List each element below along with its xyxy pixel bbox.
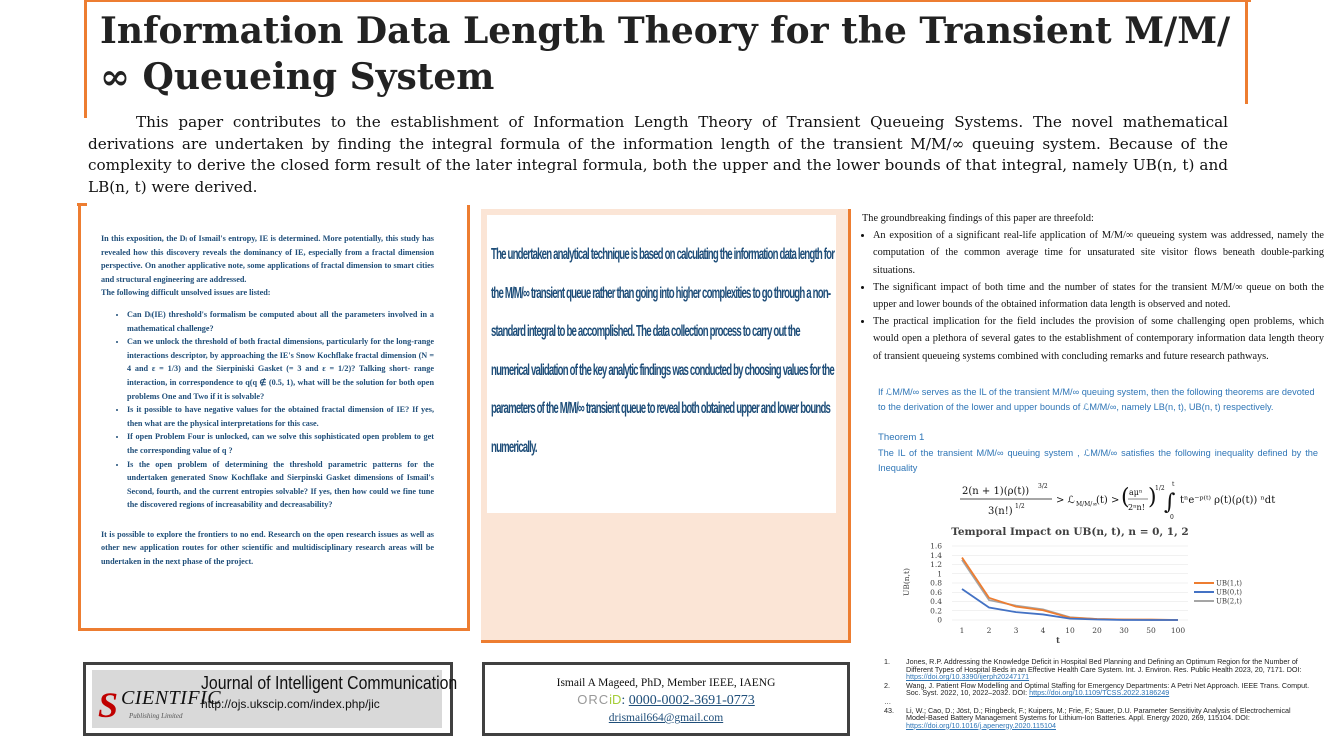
references: [884, 658, 1314, 730]
chart-y-tick-label: 0.6: [930, 587, 942, 597]
open-problem-item: • Is the open problem of determining the threshold parametric patterns for the undertaken generated Snow Kochflake and Sierpinski Gasket dimensions of Ismail's Second, fourth, and the current entropies solvable? If yes, then how could we fine tune the discovered regions of increasability and decreasability?: [127, 458, 434, 512]
theorem-title: Theorem 1: [878, 432, 925, 443]
eq-denominator: 3(n!): [988, 506, 1013, 517]
author-email-link[interactable]: drismail664@gmail.com: [608, 712, 724, 724]
open-problems-heading: The following difficult unsolved issues are listed:: [101, 288, 271, 298]
eq-gt-1: > ℒ: [1056, 495, 1075, 506]
eq-subscript: M/M/∞: [1076, 501, 1098, 508]
chart-y-tick-label: 0.2: [930, 606, 942, 616]
chart-y-tick-label: 0.8: [930, 578, 942, 588]
eq-lower-limit: 0: [1170, 514, 1174, 521]
reference-number: …: [884, 696, 892, 706]
abstract: [88, 112, 1228, 198]
chart-x-tick-label: 1: [959, 626, 965, 635]
open-problems-list: [101, 308, 434, 512]
eq-paren-close: ): [1148, 485, 1157, 510]
reference-text: Jones, R.P. Addressing the Knowledge Deficit in Hospital Bed Planning and Defining an Optimum Region for the Number of Different Types of Hospital Beds in an Effective Health Care System. Int. J. Environ. Res. Public Health 2023, 20, 7171. DOI:: [906, 657, 1302, 674]
reference-doi-link[interactable]: https://doi.org/10.1109/TCSS.2022.3186249: [1029, 688, 1170, 698]
reference-number: 2.: [884, 680, 890, 690]
theorem-inequality: [958, 478, 1288, 520]
chart-y-label: UB(n,t): [902, 568, 911, 596]
reference-item: [884, 707, 1314, 730]
eq-gt-2: (t) >: [1096, 495, 1120, 506]
chart-grid: [952, 546, 1188, 620]
publisher-logo-letter: S: [98, 685, 119, 725]
eq-integrand: tⁿe⁻ᵖ⁽ᵗ⁾ ρ(t)(ρ(t)) ⁿdt: [1180, 495, 1276, 506]
chart-title: Temporal Impact on UB(n, t), n = 0, 1, 2: [951, 526, 1189, 538]
open-problem-item: • Is it possible to have negative values for the obtained fractal dimension of IE? If yes, then what are the physical interpretations for this case.: [127, 403, 434, 430]
eq-exp-half: 1/2: [1155, 485, 1165, 492]
eq-exp-1-2: 1/2: [1015, 503, 1025, 510]
chart-legend-label: UB(1,t): [1216, 579, 1242, 588]
open-problem-item: • Can Dₗ(IE) threshold's formalism be computed about all the parameters involved in a mathematical challenge?: [127, 308, 434, 335]
finding-item: • The practical implication for the field includes the provision of some challenging open problems, which would open a plethora of several gates to the establishment of contemporary information data length theory of transient queueing systems combined with concluding remarks and future research pathways.: [873, 313, 1324, 365]
open-problem-item: • Can we unlock the threshold of both fractal dimensions, particularly for the long-range interactions descriptor, by approaching the IE's Snow Kochflake fractal dimension (N = 4 and ε = 1/3) and the Sierpiniski Gasket (= 3 and ε = 1/2)? Talking short- range interaction, in correspondence to q(q ∉ (0.5, 1), what will be the solution for both open problems One and Two if it is solvable?: [127, 335, 434, 403]
reference-doi-link[interactable]: https://doi.org/10.3390/ijerph20247171: [906, 672, 1030, 682]
chart-y-tick-label: 1.4: [930, 550, 942, 560]
chart-x-ticks: [960, 626, 1186, 635]
eq-integral: ∫: [1164, 490, 1176, 515]
theorem-intro: If ℒM/M/∞ serves as the IL of the transient M/M/∞ queuing system, then the following theorems are devoted to the derivation of the lower and upper bounds of ℒM/M/∞, namely LB(n, t), UB(n, t) respectively.: [878, 387, 1315, 412]
journal-url[interactable]: http://ojs.ukscip.com/index.php/jic: [201, 697, 380, 711]
open-problems-content: [101, 232, 434, 569]
reference-doi-link[interactable]: https://doi.org/10.1016/j.apenergy.2020.115104: [906, 720, 1056, 730]
chart-y-tick-label: 1: [937, 569, 942, 579]
chart-x-tick-label: 3: [1013, 626, 1019, 635]
eq-numerator: 2(n + 1)(ρ(t)): [962, 486, 1030, 497]
theorem-body: The IL of the transient M/M/∞ queuing system , ℒM/M/∞ satisfies the following inequality defined by the Inequality: [878, 448, 1318, 473]
reference-number: 43.: [884, 705, 894, 715]
chart-y-ticks: [930, 542, 942, 625]
finding-item: • The significant impact of both time and the number of states for the transient M/M/∞ queue on both the upper and lower bounds of the obtained information data length is observed and noted.: [873, 279, 1324, 313]
eq-frac-den: 2ⁿn!: [1128, 503, 1145, 512]
methodology-text: The undertaken analytical technique is based on calculating the information data length for the M/M/∞ transient queue rather than going into higher complexities to go through a non-standard integral to be accomplished. The data collection process to carry out the numerical validation of the key analytic findings was conducted by choosing values for the parameters of the M/M/∞ transient queue to reveal both obtained upper and lower bounds numerically.: [491, 246, 835, 456]
chart-legend: [1194, 580, 1242, 606]
chart-y-tick-label: 1.6: [930, 541, 942, 551]
orcid-icon: ORC: [577, 692, 610, 707]
chart-x-tick-label: 20: [1092, 626, 1102, 635]
reference-item: [884, 682, 1314, 697]
chart-x-tick-label: 100: [1170, 626, 1186, 635]
reference-text: Wang, J. Patient Flow Modelling and Optimal Staffing for Emergency Departments: A Petri Net Approach. IEEE Trans. Comput. Soc. Syst. 2022, 10, 2022–2032. DOI:: [906, 680, 1310, 698]
chart-x-tick-label: 30: [1119, 626, 1129, 635]
chart-x-label: t: [1056, 635, 1060, 645]
journal-name: Journal of Intelligent Communication: [201, 673, 458, 693]
publisher-logo-word: CIENTIFIC: [121, 687, 222, 709]
reference-item: [884, 698, 1314, 706]
ub-chart: [888, 519, 1242, 646]
chart-legend-label: UB(0,t): [1216, 588, 1242, 597]
open-problems-closing: It is possible to explore the frontiers to no end. Research on the open research issues as well as other new application routes for other scientific and multidisciplinary research areas will be undertaken in the next phase of the project.: [101, 529, 434, 567]
chart-x-tick-label: 10: [1065, 626, 1075, 635]
reference-item: [884, 658, 1314, 681]
chart-series-line-ub0t: [962, 589, 1178, 620]
eq-frac-num: aμⁿ: [1129, 488, 1143, 497]
chart-y-tick-label: 0: [937, 615, 942, 625]
findings-heading: The groundbreaking findings of this paper are threefold:: [862, 213, 1094, 224]
findings-section: [862, 210, 1324, 365]
chart-x-tick-label: 50: [1146, 626, 1156, 635]
orcid-link[interactable]: 0000-0002-3691-0773: [628, 693, 755, 708]
reference-text: Li, W.; Cao, D.; Jöst, D.; Ringbeck, F.; Kuipers, M.; Frie, F.; Sauer, D.U. Parameter Sensitivity Analysis of Electrochemical Model-Based Battery Management Systems for Lithium-Ion Batteries. Appl. Energy 2020, 269, 115104. DOI:: [906, 705, 1291, 723]
orcid-row: ORCiD: 0000-0002-3691-0773: [577, 692, 755, 708]
chart-x-tick-label: 2: [986, 626, 992, 635]
chart-legend-label: UB(2,t): [1216, 597, 1242, 606]
eq-exp-3-2: 3/2: [1038, 483, 1048, 490]
author-name: Ismail A Mageed, PhD, Member IEEE, IAENG: [556, 677, 776, 689]
eq-paren-open: (: [1121, 485, 1130, 510]
eq-upper-limit: t: [1172, 481, 1175, 488]
reference-number: 1.: [884, 657, 890, 666]
chart-x-tick-label: 4: [1040, 626, 1046, 635]
open-problem-item: • If open Problem Four is unlocked, can we solve this sophisticated open problem to get the corresponding value of q ?: [127, 430, 434, 457]
orcid-icon-id: iD: [609, 692, 622, 707]
open-problems-intro: In this exposition, the Dₗ of Ismail's entropy, IE is determined. More potentially, this study has revealed how this discovery reveals the dominancy of IE, especially from a fractal dimension perspective. On another applicative note, some applications of fractal dimension to smart cities and structural engineering are addressed.: [101, 234, 434, 284]
chart-y-tick-label: 1.2: [930, 560, 942, 569]
chart-y-tick-label: 0.4: [930, 597, 942, 606]
finding-item: • An exposition of a significant real-life application of M/M/∞ queueing system was addressed, namely the computation of the common average time for unsaturated site visitor flows beneath double-parking situations.: [873, 227, 1324, 279]
publisher-logo-subtitle: Publishing Limited: [129, 712, 183, 720]
findings-list: [862, 227, 1324, 365]
poster-title: Information Data Length Theory for the Transient M/M/∞ Queueing System: [100, 10, 1231, 98]
abstract-text: This paper contributes to the establishment of Information Length Theory of Transient Queueing Systems. The novel mathematical derivations are undertaken by finding the integral formula of the information length of the transient M/M/∞ queuing system. Because of the complexity to derive the closed form result of the later integral formula, both the upper and the lower bounds of that integral, namely UB(n, t) and LB(n, t) were derived.: [88, 113, 1228, 196]
